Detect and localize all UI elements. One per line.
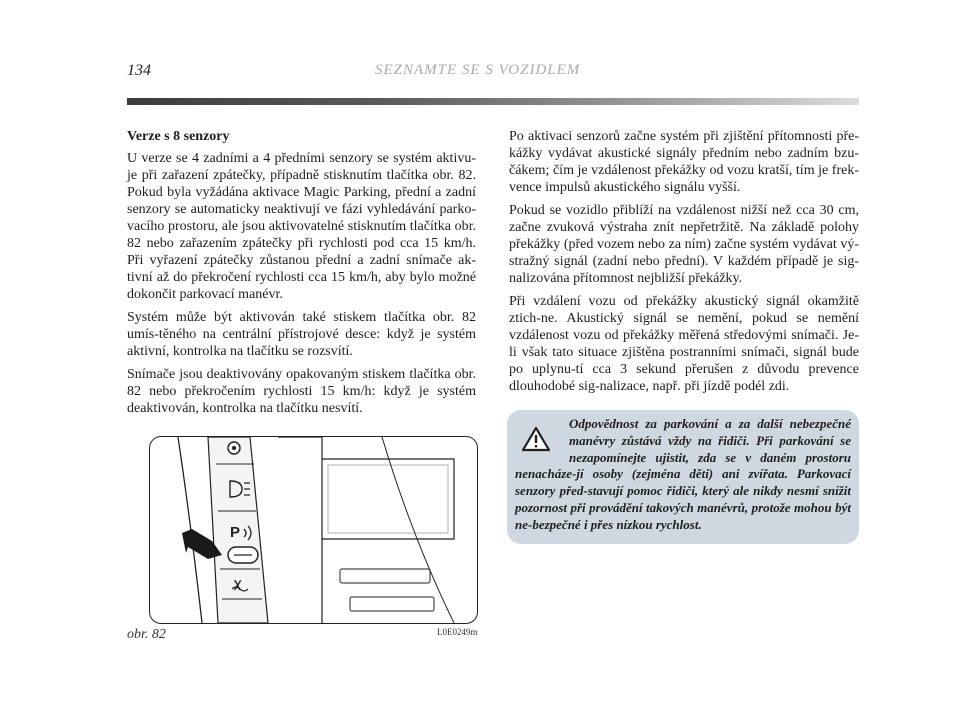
paragraph: Po aktivaci senzorů začne systém při zjištění přítomnosti pře-kážky vydávat akustické signály předním nebo zadním bzu-čákem; čím je vzdálenost překážky od vozu kratší, tím je frek-vence impulsů akustického signálu vyšší. xyxy=(509,129,859,195)
page-number: 134 xyxy=(127,62,151,79)
warning-box xyxy=(507,410,859,544)
warning-text-block xyxy=(515,416,851,534)
section-heading: Verze s 8 senzory xyxy=(127,129,230,144)
running-head: SEZNAMTE SE S VOZIDLEM xyxy=(375,62,581,78)
paragraph: Snímače jsou deaktivovány opakovaným stiskem tlačítka obr. 82 nebo překročením rychlosti 15 km/h: když je systém deaktivován, kontrolka na tlačítku nesvítí. xyxy=(127,367,476,416)
svg-text:ꭓ: ꭓ xyxy=(234,576,241,590)
paragraph: Pokud se vozidlo přiblíží na vzdálenost nižší než cca 30 cm, začne zvuková výstraha znít nepřetržitě. Na základě polohy překážky (před vozem nebo za ním) začne systém vydávat vý-stražný signál (zadní nebo přední). V každém případě je sig-nalizována přítomnost nejbližší překážky. xyxy=(509,203,859,286)
figure-panel xyxy=(149,436,478,624)
header-rule xyxy=(127,98,859,105)
figure-code: L0E0249m xyxy=(437,627,478,637)
figure-label: obr. 82 xyxy=(127,627,166,642)
dashboard-illustration xyxy=(150,437,477,623)
right-column xyxy=(509,128,859,401)
paragraph: U verze se 4 zadními a 4 předními senzory se systém aktivu-je při zařazení zpátečky, případně stisknutím tlačítka obr. 82. Pokud byla vyžádána aktivace Magic Parking, přední a zadní senzory se automaticky neaktivují ve fázi vyhledávání parko-vacího prostoru, ale jsou aktivovatelné stisknutím tlačítka obr. 82 nebo zařazením zpátečky při rychlosti pod cca 15 km/h. Při vyřazení zpátečky zůstanou přední a zadní snímače ak-tivní až do překročení rychlosti cca 15 km/h, aby bylo možné dokončit parkovací manévr. xyxy=(127,151,476,302)
parking-button-icon xyxy=(228,547,258,563)
left-column xyxy=(127,128,476,423)
paragraph: Systém může být aktivován také stiskem tlačítka obr. 82 umís-těného na centrální přístrojové desce: když je systém aktivní, kontrolka na tlačítku se rozsvítí. xyxy=(127,310,476,359)
svg-text:P: P xyxy=(230,524,241,541)
paragraph: Při vzdálení vozu od překážky akustický signál okamžitě ztich-ne. Akustický signál se nemění, pokud se nemění vzdálenost vozu od překážky měřená středovými snímači. Je-li však tato situace zjištěna postranními snímači, signál bude po uplynu-tí cca 3 sekund přerušen z důvodu prevence dlouhodobé sig-nalizace, např. při jízdě podél zdi. xyxy=(509,294,859,394)
warning-text: Odpovědnost za parkování a za další nebezpečné manévry zůstává vždy na řidiči. Při parkování se nezapomínejte ujistit, zda se v daném prostoru nenacháze-jí osoby (zejména děti) ani zvířata. Parkovací senzory před-stavují pomoc řidiči, který ale nikdy nesmí snížit pozornost při provádění takových manévrů, protože mohou být ne-bezpečné i přes nízkou rychlost. xyxy=(515,416,851,532)
